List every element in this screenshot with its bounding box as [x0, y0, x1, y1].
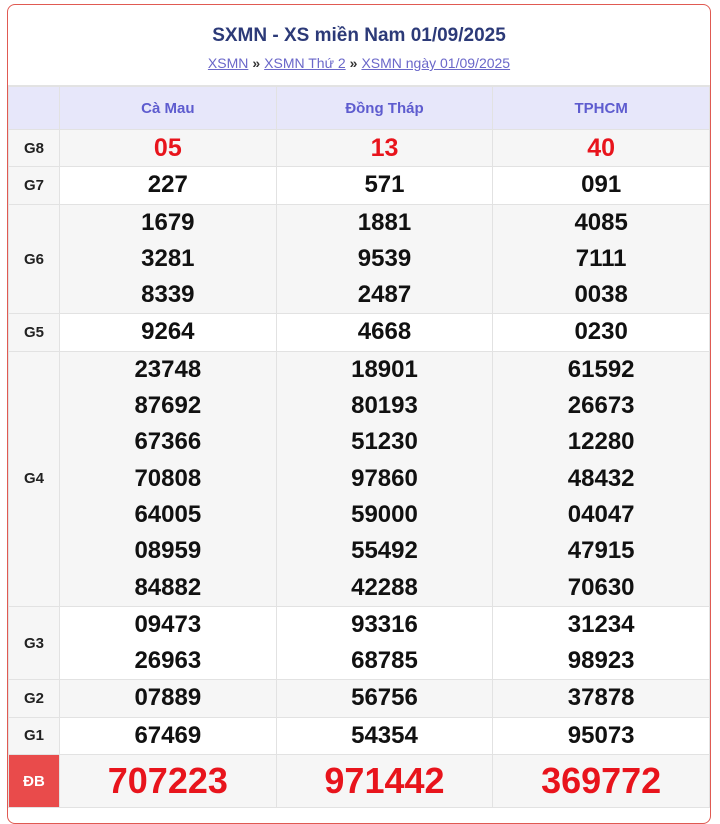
breadcrumb-xsmn-thu-2[interactable]: XSMN Thứ 2 — [264, 55, 346, 71]
result-number: 0038 — [574, 281, 628, 309]
result-cell — [276, 314, 493, 351]
result-cell — [276, 717, 493, 754]
prize-row-db — [9, 755, 710, 808]
result-cell — [60, 680, 277, 717]
result-cell — [60, 351, 277, 606]
prize-row-g7 — [9, 167, 710, 204]
breadcrumb-separator: » — [252, 55, 261, 71]
prize-label: ĐB — [9, 755, 60, 808]
result-number: 369772 — [541, 760, 662, 802]
result-number: 84882 — [134, 573, 202, 601]
result-number: 54354 — [351, 721, 418, 749]
result-number: 227 — [147, 171, 188, 199]
result-number: 70808 — [134, 464, 202, 492]
result-number: 05 — [153, 134, 182, 162]
prize-row-g1 — [9, 717, 710, 754]
result-number: 67366 — [134, 428, 202, 456]
result-cell — [493, 351, 710, 606]
prize-label: G4 — [9, 351, 60, 606]
result-number: 47915 — [567, 537, 635, 565]
result-cell — [276, 606, 493, 680]
result-number: 09473 — [134, 610, 202, 638]
result-number: 68785 — [351, 647, 418, 675]
result-number: 31234 — [567, 610, 635, 638]
result-number: 61592 — [567, 355, 635, 383]
result-cell — [493, 204, 710, 314]
result-number: 95073 — [567, 721, 635, 749]
result-cell — [276, 351, 493, 606]
result-number: 48432 — [567, 464, 635, 492]
prize-row-g3 — [9, 606, 710, 680]
result-number: 1679 — [141, 208, 195, 236]
result-number: 26673 — [567, 392, 635, 420]
result-number: 37878 — [567, 684, 635, 712]
result-cell — [60, 167, 277, 204]
result-cell — [493, 680, 710, 717]
province-header-ca-mau: Cà Mau — [60, 87, 277, 130]
result-number: 707223 — [107, 760, 228, 802]
prize-label: G1 — [9, 717, 60, 754]
result-number: 0230 — [574, 318, 628, 346]
prize-header-cell — [9, 87, 60, 130]
result-number: 70630 — [567, 573, 635, 601]
prize-label: G6 — [9, 204, 60, 314]
result-cell — [493, 717, 710, 754]
breadcrumb-xsmn-date[interactable]: XSMN ngày 01/09/2025 — [361, 55, 511, 71]
result-number: 51230 — [351, 428, 418, 456]
page-title: SXMN - XS miền Nam 01/09/2025 — [212, 25, 506, 46]
result-number: 4668 — [357, 318, 412, 346]
prize-label: G3 — [9, 606, 60, 680]
result-cell — [60, 130, 277, 167]
result-number: 3281 — [141, 244, 195, 272]
province-header-dong-thap: Đồng Tháp — [276, 87, 493, 130]
result-number: 08959 — [134, 537, 202, 565]
result-number: 1881 — [357, 208, 412, 236]
result-cell — [60, 717, 277, 754]
prize-row-g6 — [9, 204, 710, 314]
result-cell — [493, 167, 710, 204]
result-number: 67469 — [134, 721, 202, 749]
result-cell — [276, 755, 493, 808]
result-number: 12280 — [567, 428, 635, 456]
prize-label: G7 — [9, 167, 60, 204]
prize-label: G8 — [9, 130, 60, 167]
result-number: 18901 — [351, 355, 418, 383]
prize-row-g4 — [9, 351, 710, 606]
result-cell — [60, 755, 277, 808]
result-cell — [493, 606, 710, 680]
prize-row-g5 — [9, 314, 710, 351]
result-number: 64005 — [134, 500, 202, 528]
result-number: 98923 — [567, 647, 635, 675]
result-number: 9264 — [141, 318, 195, 346]
results-header — [8, 5, 710, 86]
result-number: 97860 — [351, 464, 418, 492]
results-table — [8, 86, 710, 808]
table-header-row — [9, 87, 710, 130]
result-cell — [276, 204, 493, 314]
result-cell — [60, 314, 277, 351]
result-cell — [276, 680, 493, 717]
result-number: 571 — [364, 171, 405, 199]
prize-row-g8 — [9, 130, 710, 167]
result-number: 971442 — [324, 760, 445, 802]
prize-label: G2 — [9, 680, 60, 717]
province-header-tphcm: TPHCM — [493, 87, 710, 130]
result-cell — [493, 755, 710, 808]
breadcrumb-separator: » — [349, 55, 358, 71]
result-cell — [493, 130, 710, 167]
result-number: 42288 — [351, 573, 418, 601]
result-cell — [60, 606, 277, 680]
result-number: 80193 — [351, 392, 418, 420]
result-number: 2487 — [357, 281, 412, 309]
result-cell — [276, 130, 493, 167]
result-cell — [493, 314, 710, 351]
result-number: 23748 — [134, 355, 202, 383]
result-number: 87692 — [134, 392, 202, 420]
result-number: 55492 — [351, 537, 418, 565]
result-number: 59000 — [351, 500, 418, 528]
result-number: 93316 — [351, 610, 418, 638]
result-number: 04047 — [567, 500, 635, 528]
prize-row-g2 — [9, 680, 710, 717]
result-number: 26963 — [134, 647, 202, 675]
result-number: 8339 — [141, 281, 195, 309]
result-number: 13 — [370, 134, 399, 162]
breadcrumb — [8, 54, 710, 72]
result-number: 07889 — [134, 684, 202, 712]
result-number: 7111 — [575, 244, 627, 272]
result-number: 40 — [587, 134, 616, 162]
result-number: 9539 — [357, 244, 412, 272]
result-number: 56756 — [351, 684, 418, 712]
result-number: 4085 — [574, 208, 628, 236]
results-body — [9, 130, 710, 808]
breadcrumb-xsmn[interactable]: XSMN — [207, 55, 249, 71]
results-card — [7, 4, 711, 824]
result-number: 091 — [581, 171, 622, 199]
result-cell — [276, 167, 493, 204]
prize-label: G5 — [9, 314, 60, 351]
result-cell — [60, 204, 277, 314]
